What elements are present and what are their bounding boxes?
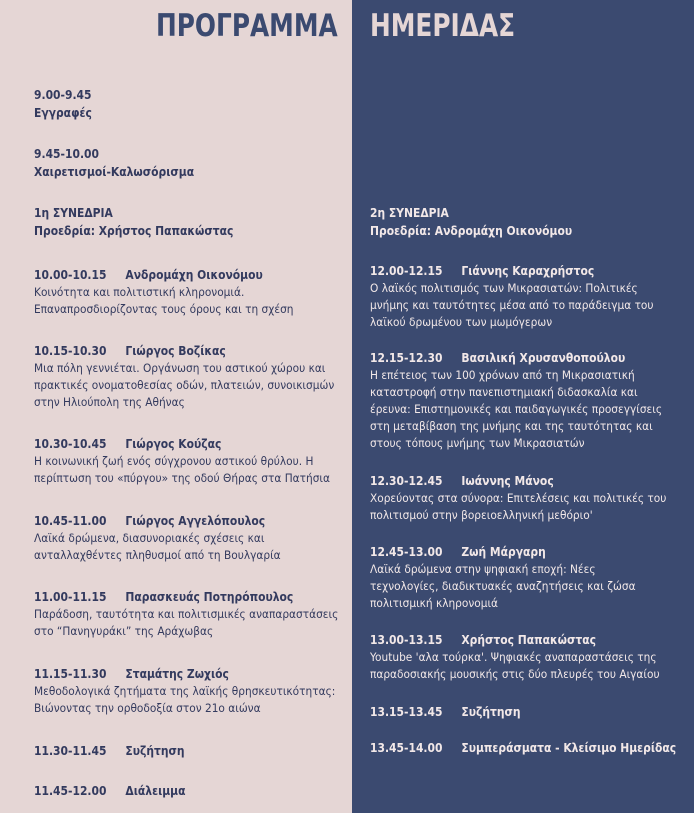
talk-speaker: Βασιλική Χρυσανθοπούλου <box>461 350 626 365</box>
talk-entry <box>34 342 360 411</box>
session-1-title: 1η ΣΥΝΕΔΡΙΑ <box>34 205 113 220</box>
talk-speaker: Γιάννης Καραχρήστος <box>461 263 595 278</box>
talk-description-line: Λαϊκά δρώμενα στην ψηφιακή εποχή: Νέες <box>370 562 596 576</box>
discussion-time: 11.30-11.45 <box>34 743 107 758</box>
welcome-entry <box>34 145 220 181</box>
talk-description-line: Παράδοση, ταυτότητα και πολιτισμικές αναπαραστάσεις <box>34 607 339 621</box>
discussion-label: Συζήτηση <box>461 704 521 719</box>
talk-speaker: Γιώργος Κούζας <box>125 436 222 451</box>
program-title: ΠΡΟΓΡΑΜΜΑ <box>156 8 338 44</box>
talk-description-line: στη μεταβίβαση της μνήμης και της ταυτότητας και <box>370 419 653 433</box>
talk-speaker: Ανδρομάχη Οικονόμου <box>125 267 263 282</box>
talk-speaker: Παρασκευάς Ποτηρόπουλος <box>125 589 294 604</box>
conclusion-label: Συμπεράσματα - Κλείσιμο Ημερίδας <box>461 740 677 755</box>
discussion-label: Συζήτηση <box>125 743 185 758</box>
conclusion-time: 13.45-14.00 <box>370 740 443 755</box>
talk-description-line: στους τόπους μνήμης των Μικρασιατών <box>370 436 585 450</box>
talk-speaker: Ιωάννης Μάνος <box>461 473 554 488</box>
talk-description-line: Κοινότητα και πολιτιστική κληρονομιά. <box>34 285 245 299</box>
talk-entry <box>370 262 678 331</box>
talk-entry <box>34 435 356 487</box>
welcome-time: 9.45-10.00 <box>34 146 99 161</box>
talk-description-line: Μια πόλη γεννιέται. Οργάνωση του αστικού χώρου και <box>34 361 326 375</box>
talk-description-line: καταστροφή στην πανεπιστημιακή διδασκαλία και <box>370 385 638 399</box>
talk-description-line: Χορεύοντας στα σύνορα: Επιτελέσεις και πολιτικές του <box>370 491 667 505</box>
talk-description-line: πολιτισμού στην βορειοελληνική μεθόριο' <box>370 508 593 522</box>
welcome-label: Χαιρετισμοί-Καλωσόρισμα <box>34 164 195 179</box>
talk-description-line: Η επέτειος των 100 χρόνων από τη Μικρασιατική <box>370 368 635 382</box>
talk-time: 12.45-13.00 <box>370 544 443 559</box>
talk-speaker: Ζωή Μάργαρη <box>461 544 546 559</box>
talk-time: 13.00-13.15 <box>370 632 443 647</box>
talk-description-line: Επαναπροσδιορίζοντας τους όρους και τη σχέση <box>34 302 294 316</box>
talk-entry <box>34 588 365 640</box>
talk-description-line: πρακτικές ονοματοθεσίας οδών, πλατειών, συνοικισμών <box>34 378 335 392</box>
talk-entry <box>370 631 685 683</box>
discussion-entry <box>34 742 209 760</box>
talk-time: 12.00-12.15 <box>370 263 443 278</box>
break-time: 11.45-12.00 <box>34 783 107 798</box>
break-label: Διάλειμμα <box>125 783 186 798</box>
talk-description-line: έρευνα: Επιστημονικές και παιδαγωγικές προσεγγίσεις <box>370 402 663 416</box>
talk-description-line: λαϊκού δρωμένου των μωμόγερων <box>370 315 553 329</box>
talk-description-line: τεχνολογίες, διαδικτυακές αναζητήσεις και ζώσα <box>370 579 636 593</box>
registration-time: 9.00-9.45 <box>34 87 92 102</box>
registration-entry <box>34 86 101 122</box>
talk-description-line: Λαϊκά δρώμενα, διασυνοριακές σχέσεις και <box>34 531 265 545</box>
talk-entry <box>370 349 687 452</box>
talk-entry <box>370 543 659 612</box>
talk-entry <box>370 472 692 524</box>
session-2-title: 2η ΣΥΝΕΔΡΙΑ <box>370 205 449 220</box>
talk-time: 10.30-10.45 <box>34 436 107 451</box>
talk-description-line: μνήμης και ταυτότητες μέσα από το παράδειγμα του <box>370 298 654 312</box>
talk-time: 12.15-12.30 <box>370 350 443 365</box>
session-1-chair: Προεδρία: Χρήστος Παπακώστας <box>34 223 234 238</box>
talk-description-line: περίπτωση του «πύργου» της οδού Θήρας στα Πατήσια <box>34 471 330 485</box>
talk-time: 10.00-10.15 <box>34 267 107 282</box>
day-title: ΗΜΕΡΙΔΑΣ <box>370 8 516 44</box>
talk-entry <box>34 512 303 564</box>
talk-speaker: Γιώργος Αγγελόπουλος <box>125 513 266 528</box>
registration-label: Εγγραφές <box>34 105 92 120</box>
break-entry <box>34 782 210 800</box>
session-2-header <box>370 204 605 240</box>
talk-description-line: ανταλλαχθέντες πληθυσμοί από τη Βουλγαρία <box>34 548 281 562</box>
talk-description-line: Βιώνοντας την ορθοδοξία στον 21ο αιώνα <box>34 701 261 715</box>
talk-entry <box>34 266 316 318</box>
talk-description-line: παραδοσιακής μουσικής στις δύο πλευρές του Αιγαίου <box>370 667 660 681</box>
discussion-entry <box>370 703 545 721</box>
talk-description-line: στην Ηλιούπολη της Αθήνας <box>34 395 185 409</box>
talk-description-line: στο “Πανηγυράκι” της Αράχωβας <box>34 624 214 638</box>
discussion-time: 13.15-13.45 <box>370 704 443 719</box>
talk-speaker: Γιώργος Βοζίκας <box>125 343 226 358</box>
talk-description-line: Μεθοδολογικά ζητήματα της λαϊκής θρησκευτικότητας: <box>34 684 336 698</box>
talk-description-line: Youtube 'αλα τούρκα'. Ψηφιακές αναπαραστάσεις της <box>370 650 657 664</box>
talk-time: 12.30-12.45 <box>370 473 443 488</box>
session-1-header <box>34 204 266 240</box>
talk-speaker: Σταμάτης Ζωχιός <box>125 666 229 681</box>
talk-time: 11.00-11.15 <box>34 589 107 604</box>
talk-description-line: Η κοινωνική ζωή ενός σύγχρονου αστικού θρύλου. Η <box>34 454 314 468</box>
conclusion-entry <box>370 739 694 757</box>
talk-time: 11.15-11.30 <box>34 666 107 681</box>
talk-entry <box>34 665 362 717</box>
talk-time: 10.45-11.00 <box>34 513 107 528</box>
talk-speaker: Χρήστος Παπακώστας <box>461 632 597 647</box>
session-2-chair: Προεδρία: Ανδρομάχη Οικονόμου <box>370 223 573 238</box>
talk-description-line: Ο λαϊκός πολιτισμός των Μικρασιατών: Πολιτικές <box>370 281 638 295</box>
talk-description-line: πολιτισμική κληρονομιά <box>370 596 499 610</box>
talk-time: 10.15-10.30 <box>34 343 107 358</box>
